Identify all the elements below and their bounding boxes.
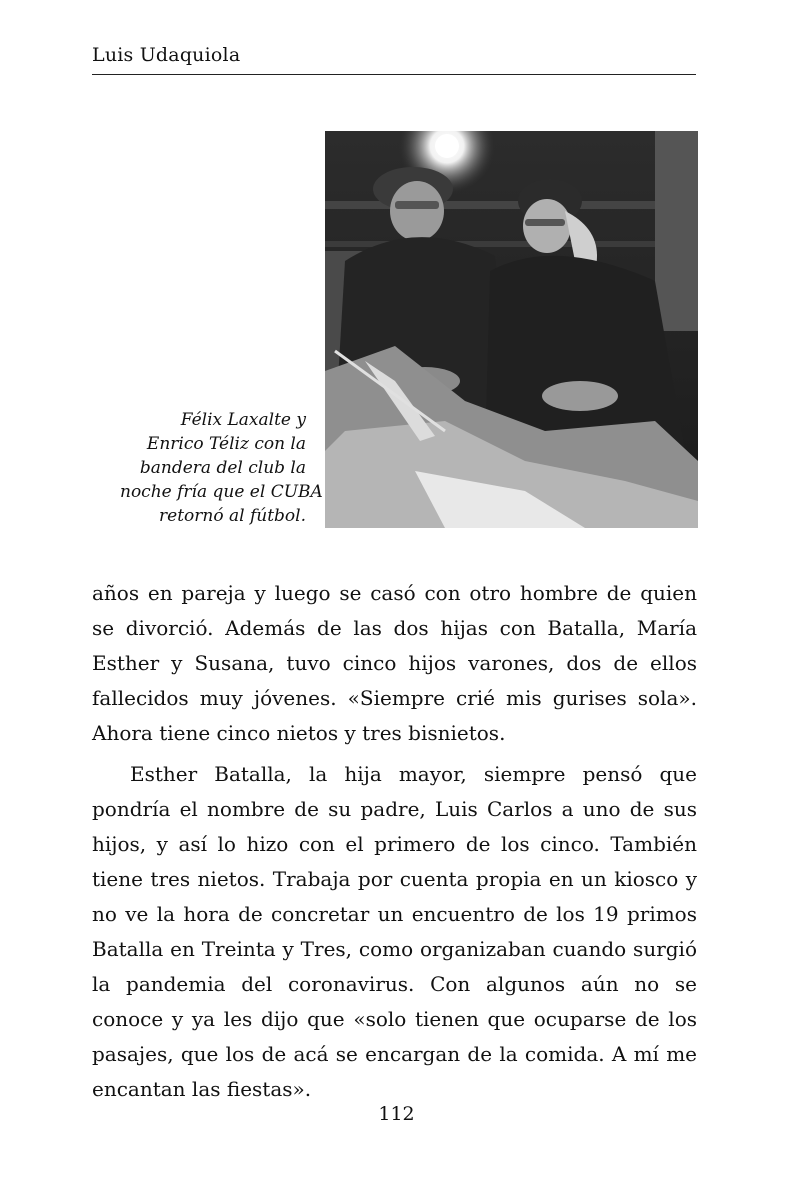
header-rule	[92, 74, 696, 75]
caption-line: noche fría que el CUBA	[120, 482, 323, 502]
photo-caption	[120, 408, 323, 528]
paragraph: años en pareja y luego se casó con otro hombre de quien se divorció. Además de las dos hijas con Batalla, María Esther y Susana, tuvo cinco hijos varones, dos de ellos fallecidos muy jóvenes. «Siempre crié mis gurises sola». Ahora tiene cinco nietos y tres bisnietos.	[92, 581, 697, 745]
page-number: 112	[378, 1103, 415, 1125]
caption-line: Félix Laxalte y	[180, 410, 306, 430]
caption-line: Enrico Téliz con la	[146, 434, 306, 454]
paragraph: Esther Batalla, la hija mayor, siempre pensó que pondría el nombre de su padre, Luis Carlos a uno de sus hijos, y así lo hizo con el primero de los cinco. También tiene tres nietos. Trabaja por cuenta propia en un kiosco y no ve la hora de concretar un encuentro de los 19 primos Batalla en Treinta y Tres, como organizaban cuando surgió la pandemia del coronavirus. Con algunos aún no se conoce y ya les dijo que «solo tienen que ocuparse de los pasajes, que los de acá se encargan de la comida. A mí me encantan las fiestas».	[92, 762, 697, 1101]
caption-line: bandera del club la	[139, 458, 306, 478]
body-text	[92, 576, 697, 1107]
running-header: Luis Udaquiola	[92, 44, 241, 66]
photo-two-men-with-club-flag	[325, 131, 698, 528]
caption-line: retornó al fútbol.	[159, 506, 306, 526]
